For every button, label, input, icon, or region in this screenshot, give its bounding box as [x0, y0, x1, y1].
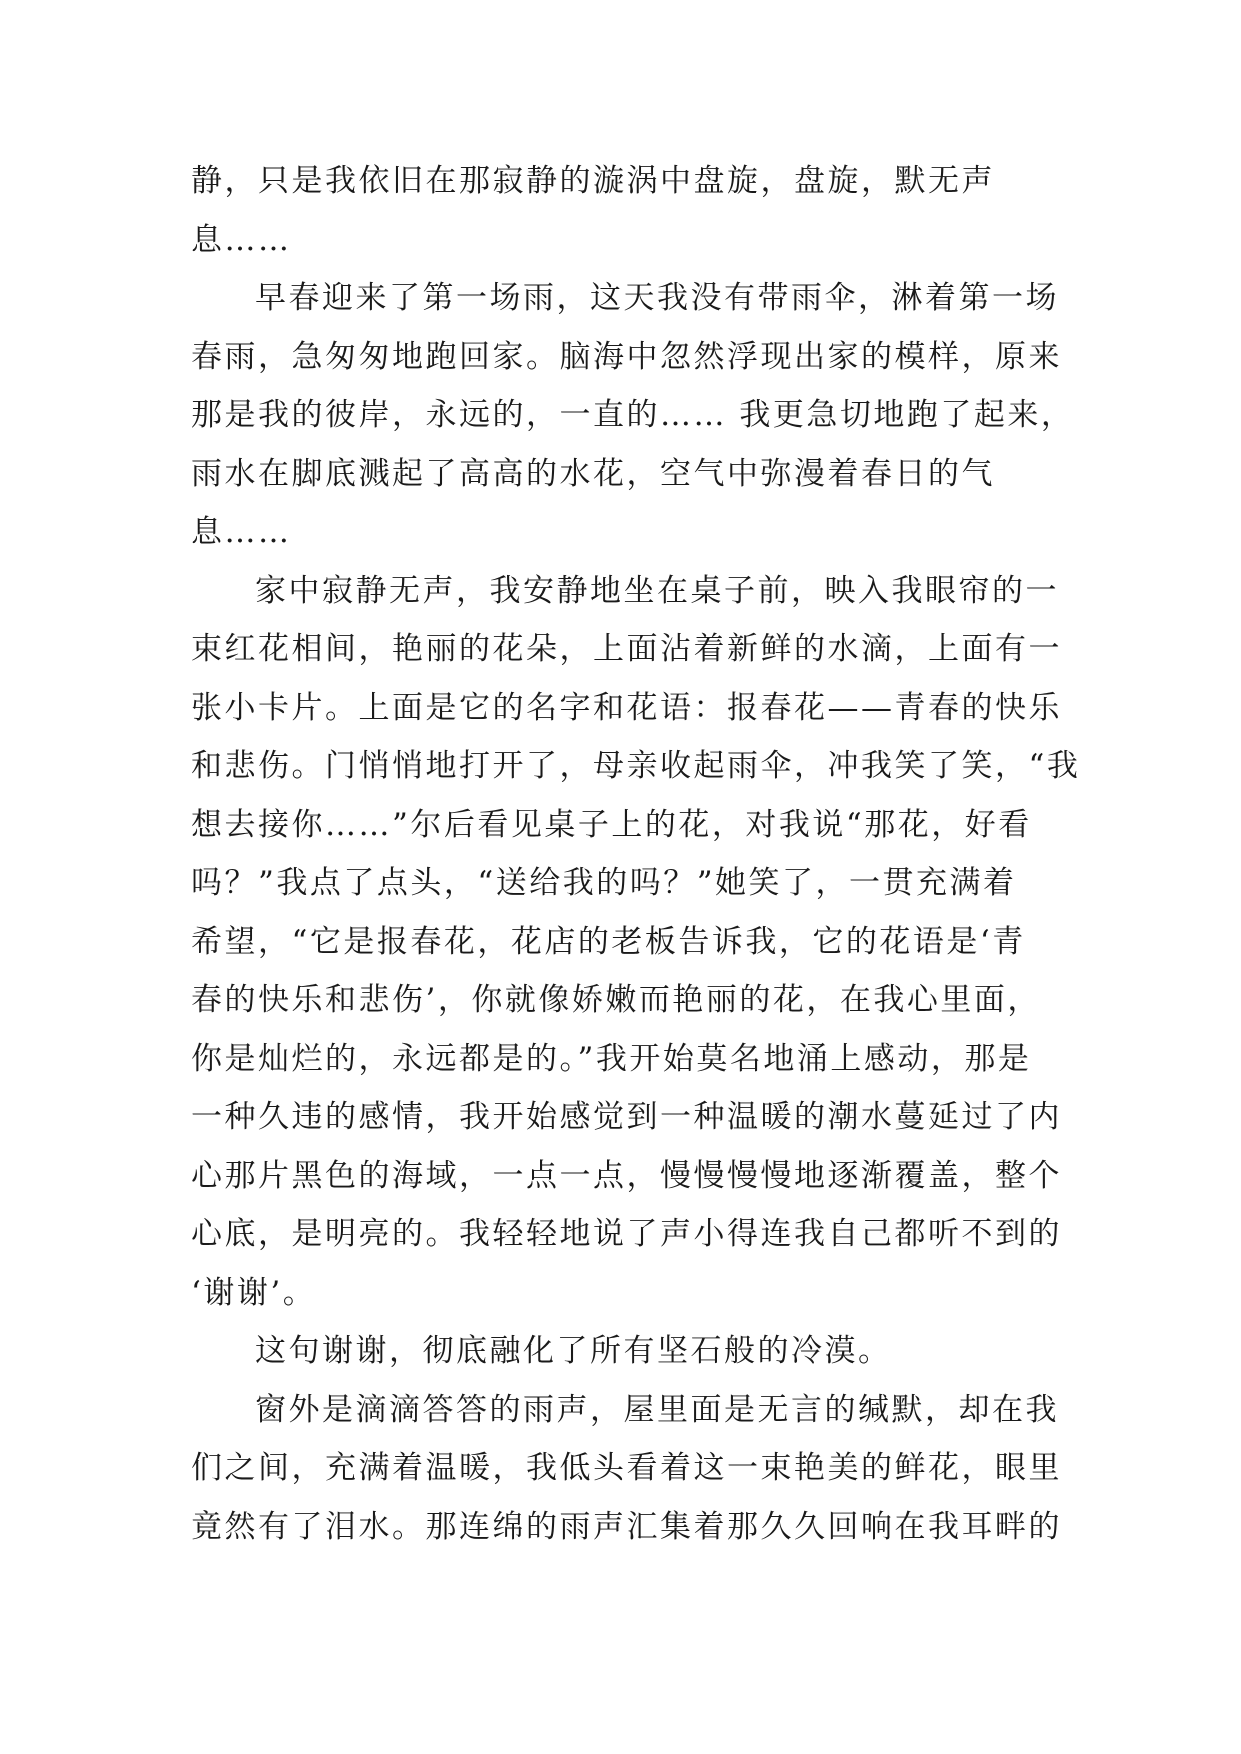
- paragraph-3: [191, 562, 1081, 1323]
- text-line: 息……: [191, 514, 292, 550]
- text-line: 静，只是我依旧在那寂静的漩涡中盘旋，盘旋，默无声: [191, 163, 995, 199]
- text-line: 家中寂静无声，我安静地坐在桌子前，映入我眼帘的一: [255, 572, 1059, 609]
- text-line: 春雨，急匆匆地跑回家。脑海中忽然浮现出家的模样，原来: [191, 338, 1062, 375]
- paragraph-4: [191, 1322, 1051, 1381]
- text-line: 心那片黑色的海域，一点一点，慢慢慢慢地逐渐覆盖，整个: [191, 1157, 1062, 1194]
- text-line: 和悲伤。门悄悄地打开了，母亲收起雨伞，冲我笑了笑，“我: [191, 748, 1081, 784]
- text-line: 希望，“它是报春花，花店的老板告诉我，它的花语是‘青: [191, 923, 1026, 960]
- body-text: [191, 152, 1081, 1556]
- text-line: 息……: [191, 221, 292, 258]
- text-line: 早春迎来了第一场雨，这天我没有带雨伞，淋着第一场: [255, 280, 1059, 316]
- text-line: 这句谢谢，彻底融化了所有坚石般的冷漠。: [255, 1333, 892, 1369]
- paragraph-1: [191, 152, 1051, 269]
- text-line: 竟然有了泪水。那连绵的雨声汇集着那久久回响在我耳畔的: [191, 1508, 1062, 1545]
- text-line: 张小卡片。上面是它的名字和花语：报春花——青春的快乐: [191, 689, 1062, 726]
- text-line: 你是灿烂的，永远都是的。”我开始莫名地涌上感动，那是: [191, 1040, 1032, 1077]
- text-line: 心底，是明亮的。我轻轻地说了声小得连我自己都听不到的: [191, 1216, 1062, 1252]
- text-line: 一种久违的感情，我开始感觉到一种温暖的潮水蔓延过了内: [191, 1099, 1062, 1135]
- text-line: 想去接你……”尔后看见桌子上的花，对我说“那花，好看: [191, 806, 1032, 843]
- text-line: ‘谢谢’。: [191, 1274, 317, 1311]
- text-line: 窗外是滴滴答答的雨声，屋里面是无言的缄默，却在我: [255, 1391, 1059, 1428]
- paragraph-5: [191, 1381, 1062, 1557]
- text-line: 那是我的彼岸，永远的，一直的…… 我更急切地跑了起来，: [191, 397, 1075, 433]
- text-line: 春的快乐和悲伤’，你就像娇嫩而艳丽的花，在我心里面，: [191, 982, 1041, 1018]
- text-line: 吗？”我点了点头，“送给我的吗？”她笑了，一贯充满着: [191, 865, 1017, 901]
- paragraph-2: [191, 269, 1075, 562]
- text-line: 雨水在脚底溅起了高高的水花，空气中弥漫着春日的气: [191, 455, 995, 492]
- text-line: 们之间，充满着温暖，我低头看着这一束艳美的鲜花，眼里: [191, 1450, 1062, 1486]
- text-line: 束红花相间，艳丽的花朵，上面沾着新鲜的水滴，上面有一: [191, 631, 1062, 667]
